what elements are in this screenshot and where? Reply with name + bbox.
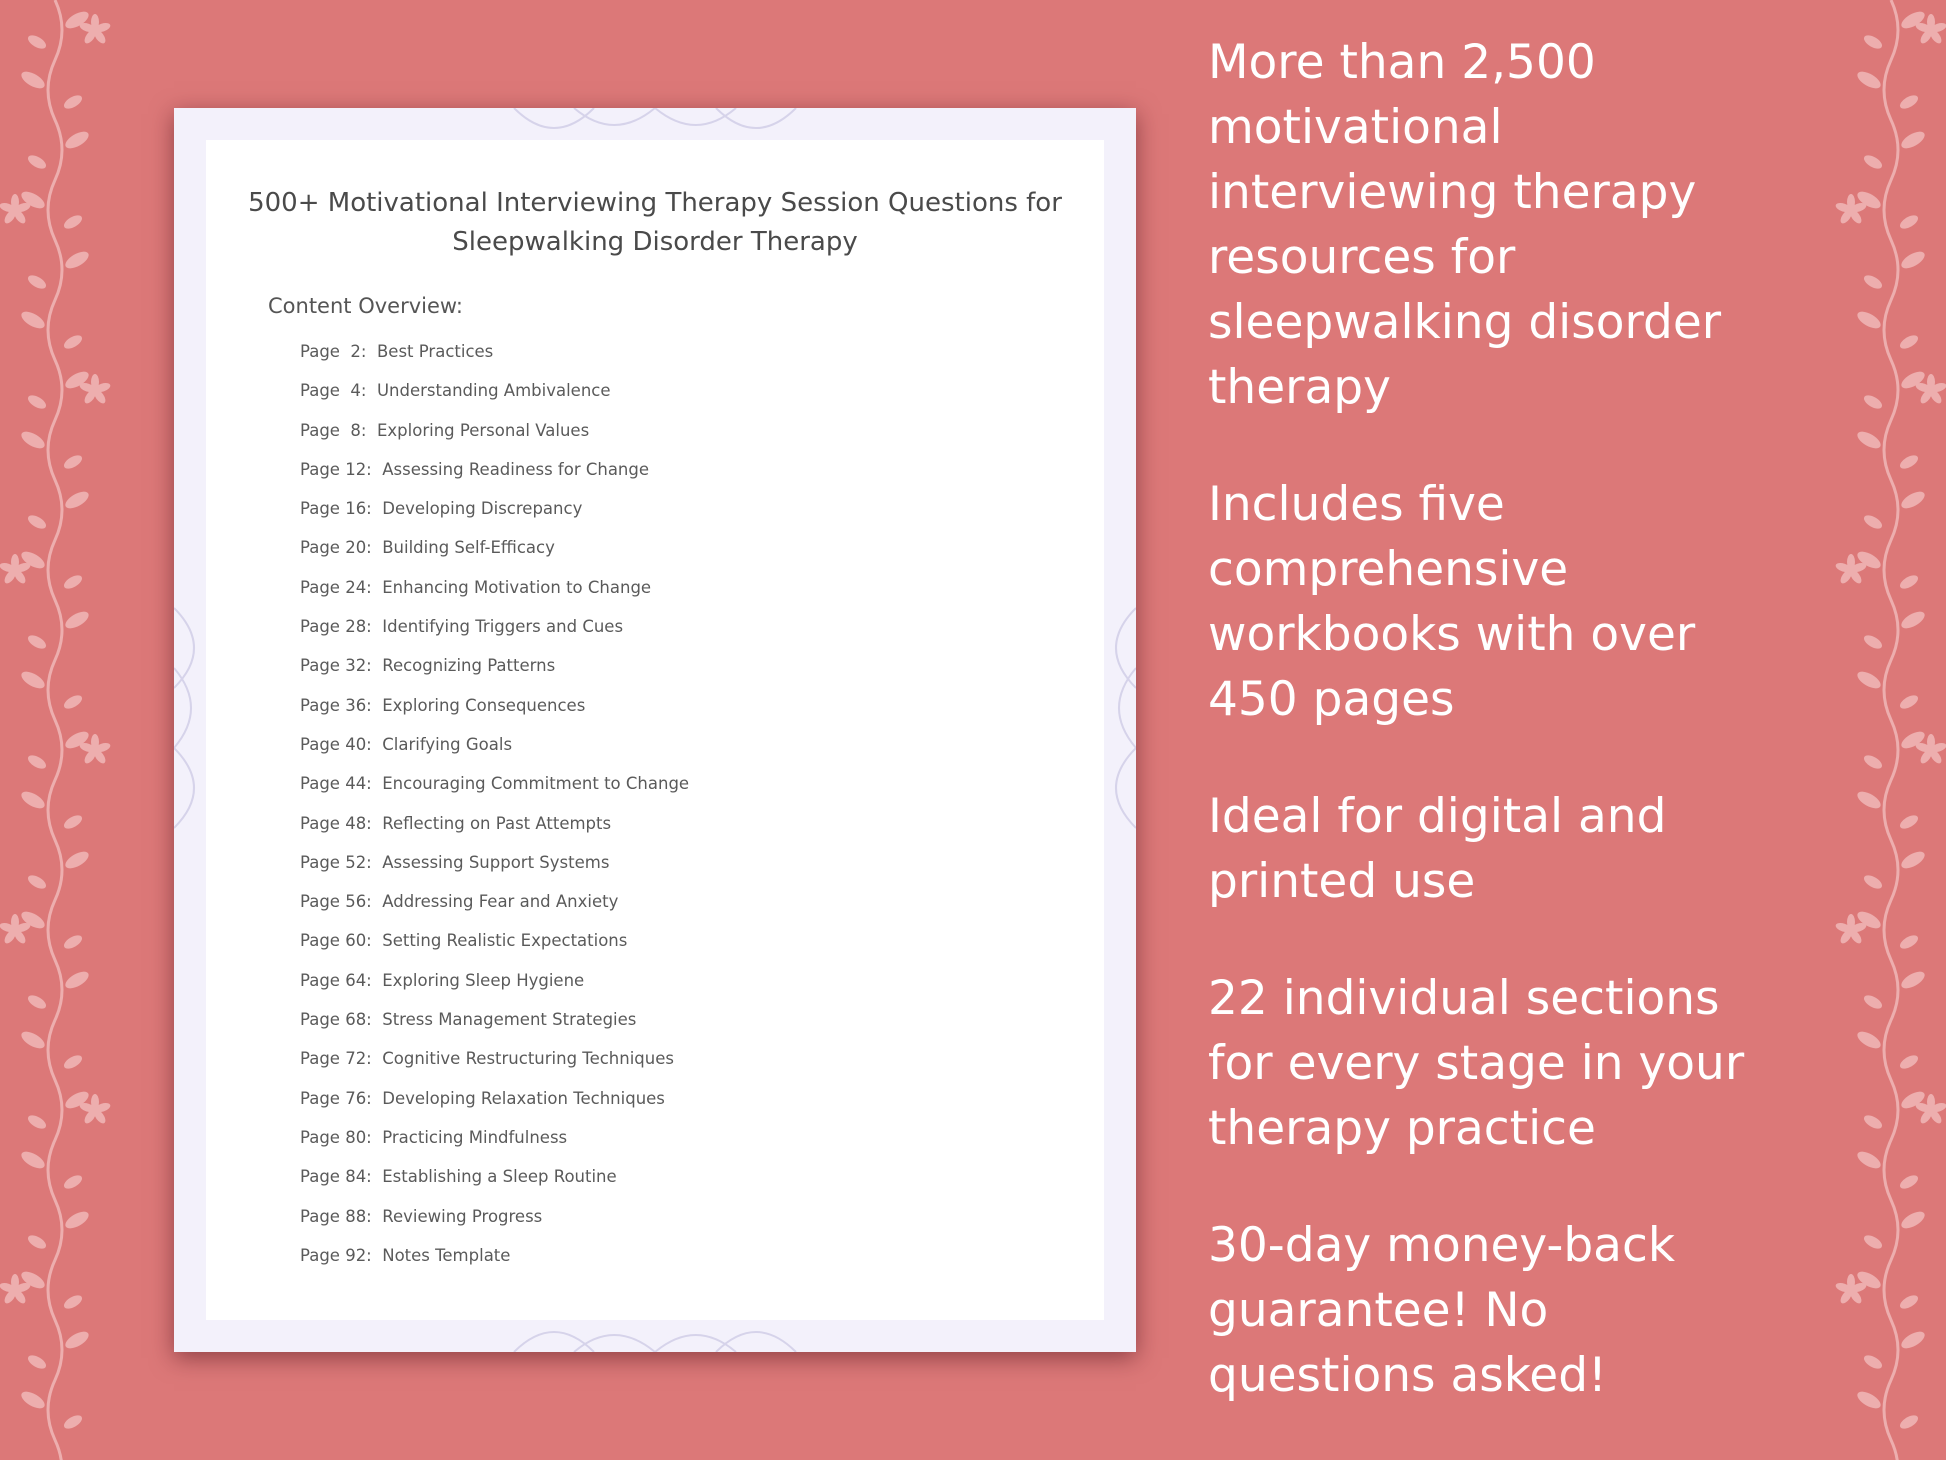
- feature-digital-printed: Ideal for digital and printed use: [1208, 789, 1667, 909]
- table-of-contents: [300, 342, 689, 1285]
- toc-entry: Page 24: Enhancing Motivation to Change: [300, 577, 652, 597]
- toc-entry: Page 20: Building Self-Efficacy: [300, 538, 555, 558]
- feature-sections: 22 individual sections for every stage in your therapy practice: [1208, 971, 1745, 1156]
- toc-entry: Page 84: Establishing a Sleep Routine: [300, 1167, 617, 1187]
- page-content: [206, 140, 1104, 1320]
- content-overview-heading: Content Overview:: [268, 294, 463, 318]
- toc-entry: Page 28: Identifying Triggers and Cues: [300, 617, 624, 637]
- toc-entry: Page 80: Practicing Mindfulness: [300, 1127, 568, 1147]
- toc-entry: Page 16: Developing Discrepancy: [300, 499, 583, 519]
- feature-list: [1208, 30, 1908, 1460]
- toc-entry: Page 92: Notes Template: [300, 1245, 511, 1265]
- toc-entry: Page 76: Developing Relaxation Techniques: [300, 1088, 665, 1108]
- toc-entry: Page 88: Reviewing Progress: [300, 1206, 543, 1226]
- floral-border-left: [0, 0, 130, 1460]
- feature-workbooks: Includes five comprehensive workbooks with over 450 pages: [1208, 477, 1696, 727]
- toc-entry: Page 36: Exploring Consequences: [300, 695, 586, 715]
- toc-entry: Page 48: Reflecting on Past Attempts: [300, 813, 612, 833]
- toc-entry: Page 52: Assessing Support Systems: [300, 852, 610, 872]
- toc-entry: Page 68: Stress Management Strategies: [300, 1010, 637, 1030]
- toc-entry: Page 64: Exploring Sleep Hygiene: [300, 970, 585, 990]
- toc-entry: Page 56: Addressing Fear and Anxiety: [300, 892, 619, 912]
- workbook-page-preview: [174, 108, 1136, 1352]
- toc-entry: Page 2: Best Practices: [300, 342, 494, 361]
- toc-entry: Page 8: Exploring Personal Values: [300, 420, 590, 440]
- toc-entry: Page 72: Cognitive Restructuring Techniques: [300, 1049, 674, 1069]
- toc-entry: Page 4: Understanding Ambivalence: [300, 381, 611, 401]
- floral-vine-left-graphic: [0, 0, 130, 1460]
- toc-entry: Page 32: Recognizing Patterns: [300, 656, 556, 676]
- toc-entry: Page 40: Clarifying Goals: [300, 734, 513, 754]
- toc-entry: Page 12: Assessing Readiness for Change: [300, 459, 650, 479]
- toc-entry: Page 44: Encouraging Commitment to Change: [300, 774, 690, 794]
- page-title: 500+ Motivational Interviewing Therapy Session Questions for Sleepwalking Disorder Therapy: [248, 188, 1062, 257]
- feature-guarantee: 30-day money-back guarantee! No questions asked!: [1208, 1218, 1676, 1403]
- toc-entry: Page 60: Setting Realistic Expectations: [300, 931, 628, 951]
- feature-resources-count: More than 2,500 motivational interviewing therapy resources for sleepwalking disorder therapy: [1208, 35, 1722, 415]
